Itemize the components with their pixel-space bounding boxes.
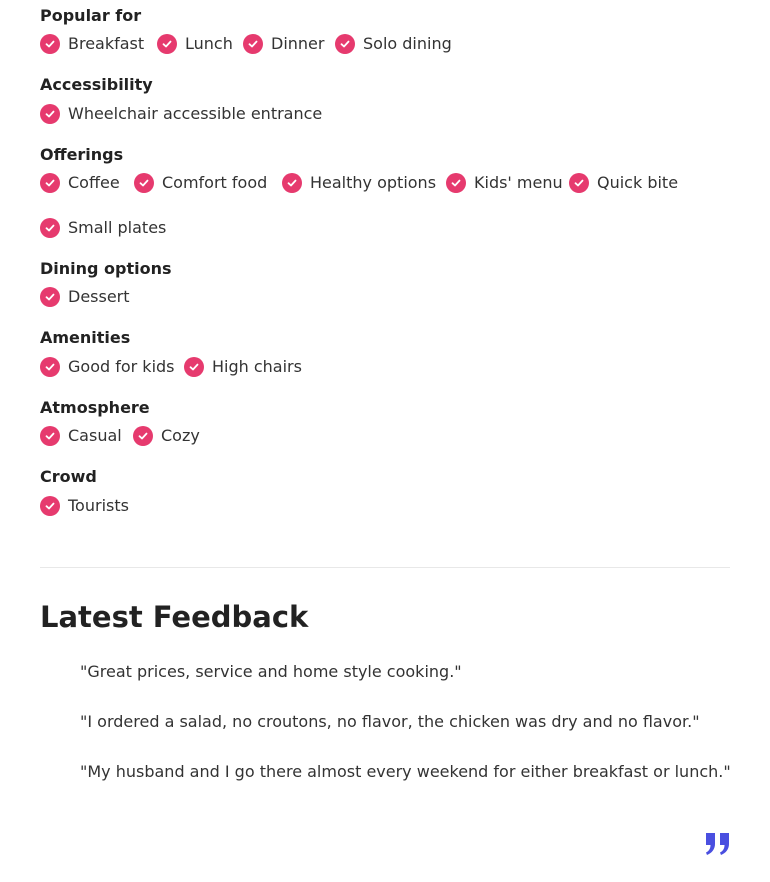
attribute-label: Quick bite <box>597 173 679 192</box>
section-title-offerings: Offerings <box>40 145 124 164</box>
attribute-chip <box>157 32 233 56</box>
section-title-atmosphere: Atmosphere <box>40 398 150 417</box>
feedback-quote: "Great prices, service and home style cooking." <box>80 662 462 681</box>
attribute-label: Casual <box>68 426 122 445</box>
feedback-quote: "I ordered a salad, no croutons, no flavor, the chicken was dry and no flavor." <box>80 712 700 731</box>
attribute-chip <box>282 171 436 195</box>
check-circle-icon <box>335 34 355 54</box>
section-title-amenities: Amenities <box>40 328 131 347</box>
attribute-label: Solo dining <box>363 34 452 53</box>
attribute-chip <box>184 355 302 379</box>
attribute-label: Dinner <box>271 34 325 53</box>
attribute-chip <box>40 216 166 240</box>
check-circle-icon <box>569 173 589 193</box>
attribute-label: Wheelchair accessible entrance <box>68 104 323 123</box>
check-circle-icon <box>243 34 263 54</box>
attribute-chip <box>243 32 324 56</box>
check-circle-icon <box>40 426 60 446</box>
attribute-chip <box>40 102 322 126</box>
attribute-label: Healthy options <box>310 173 437 192</box>
attribute-chip <box>133 424 200 448</box>
attribute-label: Good for kids <box>68 357 175 376</box>
section-divider <box>40 567 730 568</box>
attribute-chip <box>40 355 175 379</box>
attribute-label: Tourists <box>68 496 129 515</box>
attribute-label: Coffee <box>68 173 120 192</box>
attribute-chip <box>446 171 563 195</box>
attribute-chip <box>134 171 267 195</box>
check-circle-icon <box>157 34 177 54</box>
attribute-label: High chairs <box>212 357 302 376</box>
attribute-label: Breakfast <box>68 34 145 53</box>
attribute-label: Kids' menu <box>474 173 563 192</box>
attribute-chip <box>40 285 130 309</box>
attribute-chip <box>569 171 678 195</box>
section-title-dining-options: Dining options <box>40 259 172 278</box>
check-circle-icon <box>40 34 60 54</box>
check-circle-icon <box>184 357 204 377</box>
attribute-label: Lunch <box>185 34 233 53</box>
feedback-quote: "My husband and I go there almost every weekend for either breakfast or lunch." <box>80 762 731 781</box>
check-circle-icon <box>446 173 466 193</box>
attribute-chip <box>335 32 452 56</box>
check-circle-icon <box>40 287 60 307</box>
check-circle-icon <box>133 426 153 446</box>
attribute-label: Comfort food <box>162 173 268 192</box>
check-circle-icon <box>134 173 154 193</box>
check-circle-icon <box>40 496 60 516</box>
feedback-heading: Latest Feedback <box>40 600 309 634</box>
section-title-popular-for: Popular for <box>40 6 142 25</box>
attribute-label: Small plates <box>68 218 167 237</box>
attribute-chip <box>40 171 120 195</box>
attribute-label: Dessert <box>68 287 130 306</box>
check-circle-icon <box>40 173 60 193</box>
check-circle-icon <box>40 357 60 377</box>
quote-icon <box>704 832 732 856</box>
attribute-chip <box>40 32 144 56</box>
attribute-label: Cozy <box>161 426 200 445</box>
attribute-chip <box>40 424 122 448</box>
section-title-crowd: Crowd <box>40 467 97 486</box>
check-circle-icon <box>40 218 60 238</box>
section-title-accessibility: Accessibility <box>40 75 153 94</box>
check-circle-icon <box>40 104 60 124</box>
attribute-chip <box>40 494 129 518</box>
check-circle-icon <box>282 173 302 193</box>
